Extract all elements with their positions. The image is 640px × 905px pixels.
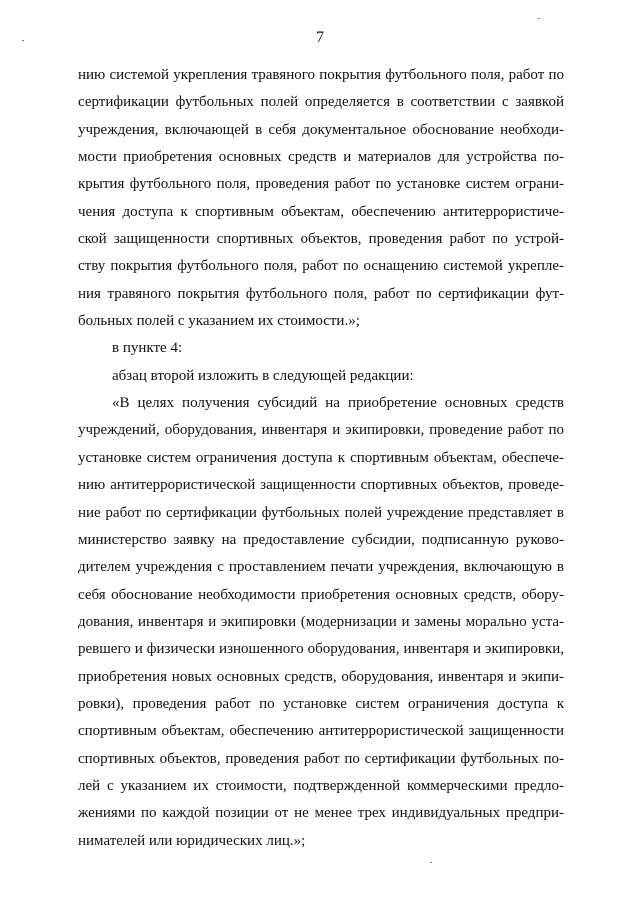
text-line: абзац второй изложить в следующей редакции:: [112, 367, 414, 384]
text-line: лей с указанием их стоимости, подтвержденной коммерческими предло-: [78, 777, 564, 794]
text-line: нию антитеррористической защищенности спортивных объектов, проведе-: [78, 477, 564, 494]
document-body: [78, 62, 564, 855]
text-line: сертификации футбольных полей определяется в соответствии с заявкой: [78, 94, 564, 111]
text-line: учреждения, включающей в себя документальное обоснование необходи-: [78, 121, 564, 138]
text-line: крытия футбольного поля, проведения работ по установке систем ограни-: [78, 176, 564, 193]
text-line: жениями по каждой позиции от не менее трех индивидуальных предпри-: [78, 805, 564, 822]
scan-speck: [430, 862, 432, 863]
text-line: ние работ по сертификации футбольных полей учреждение представляет в: [78, 504, 564, 521]
text-line: министерство заявку на предоставление субсидии, подписанную руково-: [78, 531, 564, 548]
scan-speck: [22, 40, 24, 41]
text-line: в пункте 4:: [112, 340, 183, 357]
text-line: учреждений, оборудования, инвентаря и экипировки, проведение работ по: [78, 422, 564, 439]
text-line: ству покрытия футбольного поля, работ по оснащению системой укрепле-: [78, 258, 564, 275]
text-line: «В целях получения субсидий на приобретение основных средств: [112, 395, 564, 412]
text-line: дования, инвентаря и экипировки (модернизации и замены морально уста-: [78, 613, 564, 630]
text-line: себя обоснование необходимости приобретения основных средств, обору-: [78, 586, 564, 603]
page-number: 7: [316, 29, 324, 46]
text-line: спортивным объектам, обеспечению антитеррористической защищенности: [78, 723, 564, 740]
text-line: нимателей или юридических лиц.»;: [78, 832, 306, 849]
text-line: спортивных объектов, проведения работ по сертификации футбольных по-: [78, 750, 564, 767]
text-line: ния травяного покрытия футбольного поля, работ по сертификации фут-: [78, 285, 564, 302]
scan-speck: [538, 18, 540, 19]
text-line: дителем учреждения с проставлением печати учреждения, включающую в: [78, 559, 564, 576]
text-line: больных полей с указанием их стоимости.»;: [78, 313, 360, 330]
text-line: установке систем ограничения доступа к спортивным объектам, обеспече-: [78, 449, 564, 466]
text-line: ской защищенности спортивных объектов, проведения работ по устрой-: [78, 231, 564, 248]
text-line: ревшего и физически изношенного оборудования, инвентаря и экипировки,: [78, 641, 564, 658]
text-line: ровки), проведения работ по установке систем ограничения доступа к: [78, 695, 564, 712]
text-line: мости приобретения основных средств и материалов для устройства по-: [78, 149, 564, 166]
text-line: приобретения новых основных средств, оборудования, инвентаря и экипи-: [78, 668, 564, 685]
text-line: чения доступа к спортивным объектам, обеспечению антитеррористиче-: [78, 203, 564, 220]
text-line: нию системой укрепления травяного покрытия футбольного поля, работ по: [78, 67, 564, 83]
